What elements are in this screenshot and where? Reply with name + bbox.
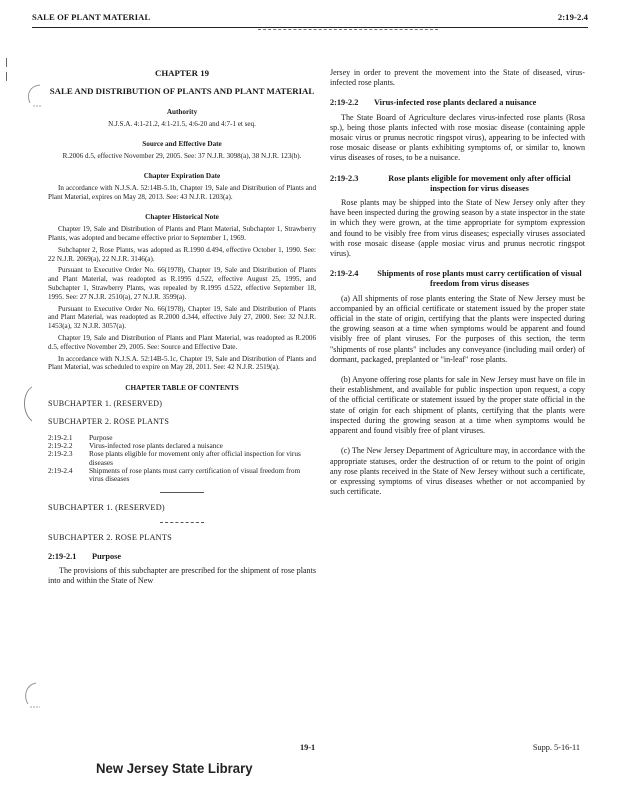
history-heading: Chapter Historical Note xyxy=(145,213,219,221)
toc-entry-number: 2:19-2.4 xyxy=(48,465,73,475)
supplement-date: Supp. 5-16-11 xyxy=(532,743,580,752)
subchapter-1-heading: SUBCHAPTER 1. (RESERVED) xyxy=(48,502,165,512)
chapter-subtitle: SALE AND DISTRIBUTION OF PLANTS AND PLANT MATERIAL xyxy=(49,86,315,97)
binder-hole-mark-top xyxy=(22,82,46,108)
history-note: In accordance with N.J.S.A. 52:14B-5.1c, Chapter 19, Sale and Distribution of Plants and Plant Material, was scheduled to expire on May 28, 2011. See: 42 N.J.R. 2519(a). xyxy=(48,354,316,372)
section-number: 2:19-2.4 xyxy=(330,269,359,279)
section-title: Purpose xyxy=(92,551,122,561)
toc-entry[interactable] xyxy=(48,450,316,467)
history-note: Chapter 19, Sale and Distribution of Plants and Plant Material, was readopted as R.2006 d.5, effective November 29, 2005. See: Source and Effective Date. xyxy=(48,333,316,351)
subchapter-2-heading: SUBCHAPTER 2. ROSE PLANTS xyxy=(48,532,172,542)
section-subparagraph-b: (b) Anyone offering rose plants for sale in New Jersey must have on file in their establishment, and available for public inspection upon request, a copy of the official certificate or statement issued by the proper state official in the state of origin for each shipment of plants, certifying that the plants were inspected during the growing season at a time when symptoms would be apparent and found visibly free of plant viruses. xyxy=(330,375,585,436)
source-text: R.2006 d.5, effective November 29, 2005. See: 37 N.J.R. 3098(a), 38 N.J.R. 123(b). xyxy=(62,152,302,161)
binder-hole-mark-middle xyxy=(20,384,44,424)
margin-ticks xyxy=(6,58,10,84)
toc-entry-title: Rose plants eligible for movement only after official inspection for virus diseases xyxy=(89,449,301,467)
authority-text: N.J.S.A. 4:1-21.2, 4:1-21.5, 4:6-20 and 4:7-1 et seq. xyxy=(108,120,256,129)
section-number: 2:19-2.1 xyxy=(48,551,77,561)
section-subparagraph-a: (a) All shipments of rose plants entering the State of New Jersey must be accompanied by an official certificate or statement issued by the proper state official in the state of origin, certifying that the plants were inspected during the growing season at a time when symptoms would be apparent and found visibly free of plant viruses. For the purposes of this section, the term "shipments of rose plants" includes any conveyance (including mail order) of dormant, packaged, preplanted or "in-leaf" rose plants. xyxy=(330,293,585,364)
margin-tick xyxy=(6,72,7,81)
right-column xyxy=(330,68,585,503)
section-number: 2:19-2.3 xyxy=(330,173,359,183)
source-heading: Source and Effective Date xyxy=(142,140,222,149)
running-header-section: 2:19-2.4 xyxy=(557,12,588,22)
toc-entry-title: Purpose xyxy=(89,432,113,442)
history-note: Pursuant to Executive Order No. 66(1978), Chapter 19, Sale and Distribution of Plants and Plant Material, was readopted as R.1995 d.522, effective August 25, 1995, and Subchapter 1, Strawberry Plants, was repealed by R.1995 d.522, effective September 18, 1995. See: 27 N.J.R. 2510(a), 27 N.J.R. 3599(a). xyxy=(48,266,316,301)
history-note: Subchapter 2, Rose Plants, was adopted as R.1990 d.494, effective October 1, 1990. See: 22 N.J.R. 2069(a), 22 N.J.R. 3146(a). xyxy=(48,245,316,263)
toc-subchapter-1: SUBCHAPTER 1. (RESERVED) xyxy=(48,399,163,409)
section-number: 2:19-2.2 xyxy=(330,98,359,108)
toc-list xyxy=(48,434,316,484)
expiration-text: In accordance with N.J.S.A. 52:14B-5.1b, Chapter 19, Sale and Distribution of Plants and Plant Material, expires on May 28, 2013. See: 43 N.J.R. 1203(a). xyxy=(48,184,316,202)
section-title: Rose plants eligible for movement only after official inspection for virus diseases xyxy=(388,173,571,193)
section-paragraph: Rose plants may be shipped into the State of New Jersey only after they have been inspected during the growing season by a state inspector in the state in which they were grown, at the time appropriate for symptom expression and found to be visibly free from virus diseases; especially viruses associated with rose mosaic disease (apple mosiac virus and prunus necrotic ringspot virus). xyxy=(330,198,585,259)
toc-entry-title: Virus-infected rose plants declared a nuisance xyxy=(89,441,223,451)
toc-entry-number: 2:19-2.1 xyxy=(48,432,73,442)
toc-entry-number: 2:19-2.2 xyxy=(48,441,73,451)
header-rule xyxy=(32,27,588,28)
section-heading-2-1 xyxy=(48,552,316,562)
section-title: Virus-infected rose plants declared a nuisance xyxy=(374,98,537,108)
toc-entry-number: 2:19-2.3 xyxy=(48,449,73,459)
history-note: Pursuant to Executive Order No. 66(1978), Chapter 19, Sale and Distribution of Plants and Plant Material, was readopted as R.2000 d.344, effective July 27, 2000. See: 32 N.J.R. 1453(a), 32 N.J.R. 3057(a). xyxy=(48,304,316,331)
chapter-title: CHAPTER 19 xyxy=(154,68,209,78)
section-heading-2-2 xyxy=(330,98,585,108)
section-subparagraph-c: (c) The New Jersey Department of Agriculture may, in accordance with the appropriate statuses, order the destruction of or return to the point of origin any rose plants received in the State of New Jersey without such a certificate, or expressing symptoms of virus diseases whether or not accompanied by such certificate. xyxy=(330,446,585,497)
toc-subchapter-2: SUBCHAPTER 2. ROSE PLANTS xyxy=(48,416,170,426)
toc-entry[interactable] xyxy=(48,467,316,484)
section-paragraph-continued: Jersey in order to prevent the movement into the State of diseased, virus-infected rose plants. xyxy=(330,68,585,88)
expiration-heading: Chapter Expiration Date xyxy=(143,172,221,181)
separator-rule xyxy=(160,522,204,523)
page-number: 19-1 xyxy=(300,743,316,752)
history-note: Chapter 19, Sale and Distribution of Plants and Plant Material, Subchapter 1, Strawberry Plants, was adopted and became effective prior to September 1, 1969. xyxy=(48,225,316,242)
section-paragraph: The State Board of Agriculture declares virus-infected rose plants (Rosa sp.), being those plants infected with rose mosiac disease (containing apple mosaic virus or prunus necrotic ringspot virus), appearing to be infected with rose mosaic disease or plants exhibiting symptoms of, or similar to, known virus diseases of roses, to be a nuisance. xyxy=(330,112,585,163)
running-header xyxy=(32,12,588,26)
margin-tick xyxy=(6,58,7,67)
toc-entry-title: Shipments of rose plants must carry certification of visual freedom from virus diseases xyxy=(89,465,301,484)
left-column xyxy=(48,68,316,593)
running-header-title: SALE OF PLANT MATERIAL xyxy=(32,12,151,22)
separator-rule xyxy=(160,492,204,493)
section-heading-2-3 xyxy=(330,174,585,194)
section-title: Shipments of rose plants must carry certification of visual freedom from virus diseases xyxy=(377,269,582,289)
section-heading-2-4 xyxy=(330,269,585,289)
library-stamp: New Jersey State Library xyxy=(96,760,253,776)
header-dashed-rule xyxy=(258,29,438,30)
authority-heading: Authority xyxy=(166,108,198,117)
section-paragraph: The provisions of this subchapter are prescribed for the shipment of rose plants into and within the State of New xyxy=(48,566,316,586)
binder-hole-mark-bottom xyxy=(20,680,44,710)
toc-title: CHAPTER TABLE OF CONTENTS xyxy=(125,384,239,393)
